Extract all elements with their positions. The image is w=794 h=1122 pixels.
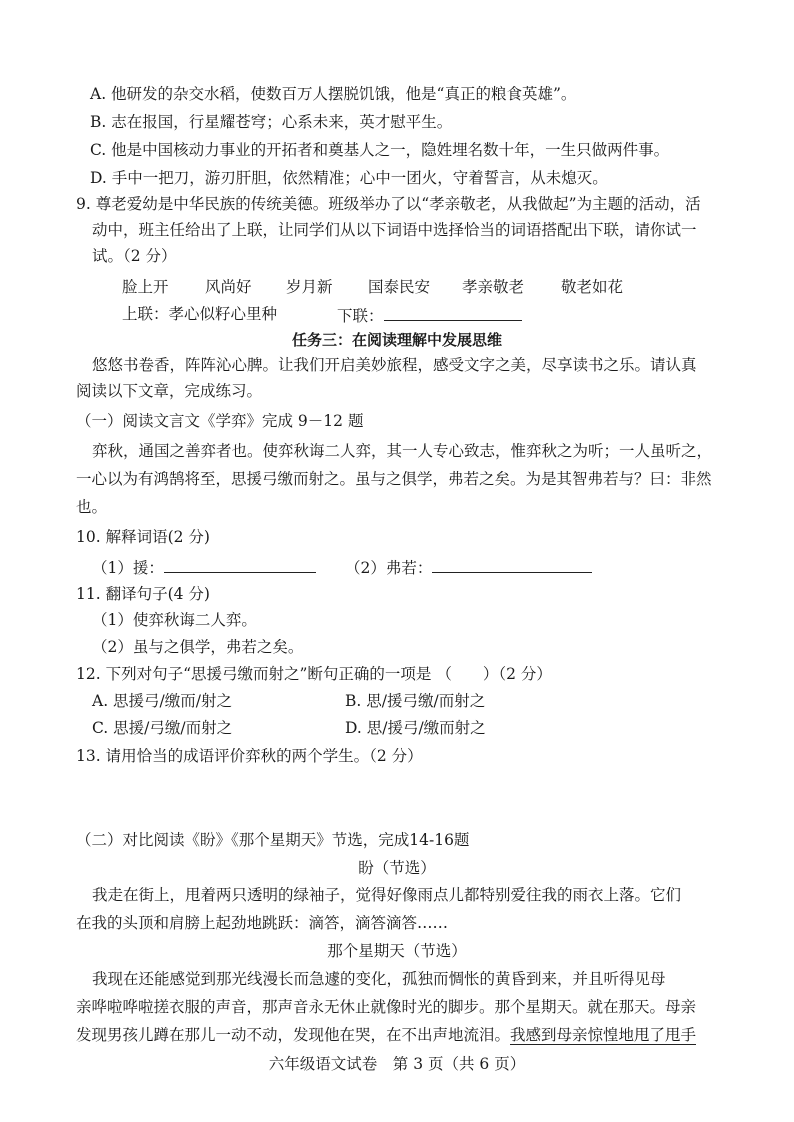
page-footer: 六年级语文试卷 第 3 页（共 6 页）: [268, 1055, 526, 1073]
q9-lower-label: 下联：: [337, 307, 384, 325]
q12-option-a: A. 思援弓/缴而/射之: [92, 692, 232, 710]
q10-a-blank[interactable]: [164, 556, 316, 573]
q8-option-d: D. 手中一把刀，游刃肝胆，依然精准；心中一团火，守着誓言，从未熄灭。: [90, 169, 608, 187]
q9-word: 孝亲敬老: [462, 278, 525, 296]
task3-intro-2: 阅读以下文章，完成练习。: [76, 382, 263, 400]
q10-item-b: [345, 556, 592, 578]
passage2-line-2: 在我的头顶和肩膀上起劲地跳跃：滴答，滴答滴答……: [76, 914, 449, 932]
passage3-underlined-text: 我感到母亲惊惶地甩了甩手: [510, 1026, 697, 1044]
task3-intro-1: 悠悠书卷香，阵阵沁心脾。让我们开启美妙旅程，感受文字之美，尽享读书之乐。请认真: [92, 356, 697, 374]
q9-word: 敬老如花: [561, 278, 624, 296]
q9-word: 脸上开: [122, 278, 169, 296]
q8-option-c: C. 他是中国核动力事业的开拓者和奠基人之一，隐姓埋名数十年，一生只做两件事。: [90, 141, 670, 159]
passage2-subtitle-2: 那个星期天（节选）: [327, 942, 467, 960]
q9-word: 国泰民安: [368, 278, 431, 296]
q9-lower-couplet: [337, 304, 522, 326]
q11-title: 11. 翻译句子(4 分): [76, 585, 210, 603]
q11-item-b: （2）虽与之俱学，弗若之矣。: [92, 638, 304, 656]
q11-item-a: （1）使弈秋诲二人弈。: [92, 611, 257, 629]
q10-item-a-label: （1）援：: [92, 559, 164, 577]
q9-answer-blank[interactable]: [384, 304, 522, 321]
passage3-line-3-plain: 发现男孩儿蹲在那儿一动不动，发现他在哭，在不出声地流泪。: [76, 1026, 511, 1044]
passage1-line-2: 一心以为有鸿鹄将至，思援弓缴而射之。虽与之俱学，弗若之矣。为是其智弗若与？曰：非然: [76, 470, 712, 488]
q9-line-1: 9. 尊老爱幼是中华民族的传统美德。班级举办了以“孝亲敬老，从我做起”为主题的活动，活: [76, 195, 701, 213]
q9-word: 风尚好: [205, 278, 252, 296]
q9-line-3: 试。（2 分）: [92, 247, 177, 265]
passage3-line-1: 我现在还能感觉到那光线漫长而急遽的变化，孤独而惆怅的黄昏到来，并且听得见母: [92, 970, 666, 988]
q12-option-d: D. 思/援弓/缴而射之: [345, 719, 486, 737]
q10-item-a: [92, 556, 316, 578]
passage2-line-1: 我走在街上，甩着两只透明的绿袖子，觉得好像雨点儿都特别爱往我的雨衣上落。它们: [92, 886, 682, 904]
q9-line-2: 动中，班主任给出了上联，让同学们从以下词语中选择恰当的词语搭配出下联，请你试一: [92, 221, 697, 239]
q8-option-b: B. 志在报国，行星耀苍穹；心系未来，英才慰平生。: [90, 113, 453, 131]
q10-title: 10. 解释词语(2 分): [76, 528, 210, 546]
passage1-line-1: 弈秋，通国之善弈者也。使弈秋诲二人弈，其一人专心致志，惟弈秋之为听；一人虽听之，: [92, 442, 713, 460]
passage2-subtitle-1: 盼（节选）: [358, 859, 436, 877]
q8-option-a: A. 他研发的杂交水稻，使数百万人摆脱饥饿，他是“真正的粮食英雄”。: [90, 85, 577, 103]
q13-title: 13. 请用恰当的成语评价弈秋的两个学生。（2 分）: [76, 747, 423, 765]
section2-title: （二）对比阅读《盼》《那个星期天》节选，完成14-16题: [76, 831, 470, 849]
q12-title: 12. 下列对句子“思援弓缴而射之”断句正确的一项是 （ ）（2 分）: [76, 665, 552, 683]
q12-option-c: C. 思援/弓缴/而射之: [92, 719, 233, 737]
q10-item-b-label: （2）弗若：: [345, 559, 433, 577]
passage3-line-3: [76, 1025, 696, 1045]
section1-title: （一）阅读文言文《学弈》完成 9－12 题: [76, 412, 364, 430]
passage1-line-3: 也。: [76, 498, 108, 516]
q12-option-b: B. 思/援弓缴/而射之: [345, 692, 486, 710]
q9-word: 岁月新: [286, 278, 333, 296]
task3-title: 任务三：在阅读理解中发展思维: [291, 331, 502, 349]
q9-upper-couplet: 上联：孝心似籽心里种: [122, 305, 278, 323]
q10-b-blank[interactable]: [432, 556, 592, 573]
passage3-line-2: 亲哗啦哗啦搓衣服的声音，那声音永无休止就像时光的脚步。那个星期天。就在那天。母亲: [76, 998, 697, 1016]
